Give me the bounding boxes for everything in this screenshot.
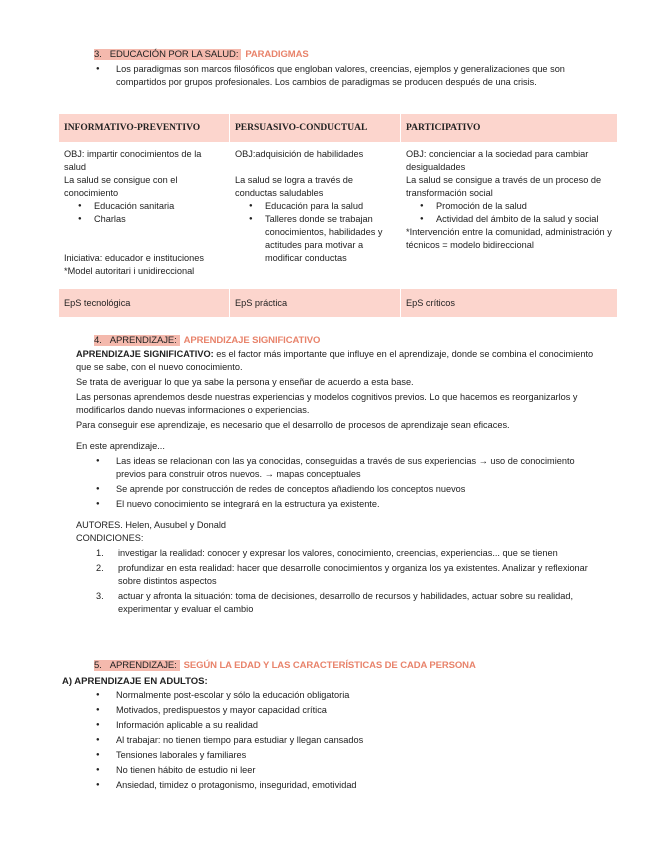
list-item: ● Educación sanitaria <box>64 200 224 213</box>
item-text: profundizar en esta realidad: hacer que desarrolle conocimientos y organiza los ya existentes. Analizar y reflexionar sobre distintos aspectos <box>118 563 588 586</box>
definition-text: es el factor más importante que influye en el aprendizaje, donde se combina el conocimiento que se sabe, con el nuevo conocimiento. <box>76 349 594 372</box>
list-item: ● Información aplicable a su realidad <box>94 719 594 732</box>
col3-list <box>406 200 612 226</box>
footer-tecnologica: EpS tecnológica <box>59 289 230 318</box>
item-number: 2. <box>96 563 104 573</box>
item-number: 3. <box>96 591 104 601</box>
section-5-subtitle: SEGÚN LA EDAD Y LAS CARACTERÍSTICAS DE CADA PERSONA <box>183 660 476 671</box>
table-header-row <box>59 114 618 143</box>
paragraph-2: Las personas aprendemos desde nuestras experiencias y modelos cognitivos previos. Lo que hacemos es reorganizarlos y modificarlos dando nuevas informaciones o experiencias. <box>76 392 578 415</box>
section-4-title: APRENDIZAJE: <box>109 335 177 346</box>
col3-note: *Intervención entre la comunidad, administración y técnicos = modelo bidireccional <box>406 227 612 250</box>
col1-modelo: *Model autoritari i unidireccional <box>64 266 195 276</box>
header-informativo: INFORMATIVO-PREVENTIVO <box>59 114 230 143</box>
section-3-number: 3. <box>94 49 102 60</box>
conditions-label: CONDICIONES: <box>76 533 144 543</box>
col3-line2: La salud se consigue a través de un proceso de transformación social <box>406 175 602 198</box>
list-item: ● No tienen hábito de estudio ni leer <box>94 764 594 777</box>
table-body-row <box>59 143 618 289</box>
adults-heading: A) APRENDIZAJE EN ADULTOS: <box>62 676 208 687</box>
list-item <box>94 590 596 616</box>
col2-list <box>235 200 395 265</box>
definition-term: APRENDIZAJE SIGNIFICATIVO: <box>76 349 214 359</box>
col1-obj: OBJ: impartir conocimientos de la salud <box>64 149 202 172</box>
table-footer-row <box>59 289 618 318</box>
header-persuasivo: PERSUASIVO-CONDUCTUAL <box>230 114 401 143</box>
section-3-heading <box>94 48 309 61</box>
list-item: ● Se aprende por construcción de redes de conceptos añadiendo los conceptos nuevos <box>94 483 596 496</box>
footer-criticos: EpS críticos <box>401 289 618 318</box>
item-text: actuar y afronta la situación: toma de decisiones, desarrollo de recursos y habilidades, actuar sobre su realidad, experimentar y evaluar el cambio <box>118 591 574 614</box>
section-5-title: APRENDIZAJE: <box>109 660 177 671</box>
header-participativo: PARTICIPATIVO <box>401 114 618 143</box>
list-item: ● Las ideas se relacionan con las ya conocidas, conseguidas a través de sus experiencias → uso de conocimiento previos para construir otros nuevos. → mapas conceptuales <box>94 455 596 481</box>
paragraph-1: Se trata de averiguar lo que ya sabe la persona y enseñar de acuerdo a esta base. <box>76 377 414 387</box>
item-number: 1. <box>96 548 104 558</box>
item-text: investigar la realidad: conocer y expresar los valores, conocimiento, creencias, experiencias... que se tienen <box>118 548 558 558</box>
section-3-title: EDUCACIÓN POR LA SALUD: <box>109 49 239 60</box>
col1-iniciativa: Iniciativa: educador e instituciones <box>64 253 204 263</box>
col1-line2: La salud se consigue con el conocimiento <box>64 175 178 198</box>
list-item: ● Talleres donde se trabajan conocimientos, habilidades y actitudes para motivar a modificar conductas <box>235 213 395 265</box>
list-item: ● El nuevo conocimiento se integrará en la estructura ya existente. <box>94 498 596 511</box>
list-item: ● Educación para la salud <box>235 200 395 213</box>
col1-list <box>64 200 224 226</box>
definition-paragraph <box>76 348 596 374</box>
col2-obj: OBJ:adquisición de habilidades <box>235 149 364 159</box>
intro-line: En este aprendizaje... <box>76 441 165 451</box>
list-item: ● Promoción de la salud <box>406 200 612 213</box>
paradigms-table <box>58 113 618 318</box>
section-3-subtitle: PARADIGMAS <box>245 49 309 60</box>
section-4-heading <box>94 334 320 347</box>
footer-practica: EpS práctica <box>230 289 401 318</box>
list-item: ● Ansiedad, timidez o protagonismo, inseguridad, emotividad <box>94 779 594 792</box>
section-3-highlight <box>94 49 241 60</box>
list-item: ● Charlas <box>64 213 224 226</box>
col3-obj: OBJ: concienciar a la sociedad para cambiar desigualdades <box>406 149 589 172</box>
section-4-highlight <box>94 335 180 346</box>
section-5-highlight <box>94 660 180 671</box>
paradigm-definition: ● Los paradigmas son marcos filosóficos que engloban valores, creencias, ejemplos y generalizaciones que son compartidos por grupos profesionales. Los cambios de paradigmas se producen después de una crisis. <box>94 63 594 89</box>
section-4-subtitle: APRENDIZAJE SIGNIFICATIVO <box>183 335 321 346</box>
section-5-heading <box>94 659 476 672</box>
list-item: ● Motivados, predispuestos y mayor capacidad crítica <box>94 704 594 717</box>
list-item: ● Tensiones laborales y familiares <box>94 749 594 762</box>
cell-persuasivo <box>230 143 401 289</box>
list-item: ● Al trabajar: no tienen tiempo para estudiar y llegan cansados <box>94 734 594 747</box>
learning-bullets <box>94 455 596 511</box>
adults-list <box>94 689 594 792</box>
conditions-list <box>94 547 596 616</box>
list-item <box>94 562 596 588</box>
list-item: ● Normalmente post-escolar y sólo la educación obligatoria <box>94 689 594 702</box>
cell-participativo <box>401 143 618 289</box>
cell-informativo <box>59 143 230 289</box>
list-item: ● Actividad del ámbito de la salud y social <box>406 213 612 226</box>
authors-line: AUTORES. Helen, Ausubel y Donald <box>76 520 226 530</box>
section-3-list <box>94 63 594 89</box>
section-4-body <box>76 348 596 616</box>
section-4-number: 4. <box>94 335 102 346</box>
paragraph-3: Para conseguir ese aprendizaje, es necesario que el desarrollo de procesos de aprendizaje sean eficaces. <box>76 420 510 430</box>
section-5-number: 5. <box>94 660 102 671</box>
col2-line2: La salud se logra a través de conductas saludables <box>235 175 353 198</box>
list-item <box>94 547 596 560</box>
